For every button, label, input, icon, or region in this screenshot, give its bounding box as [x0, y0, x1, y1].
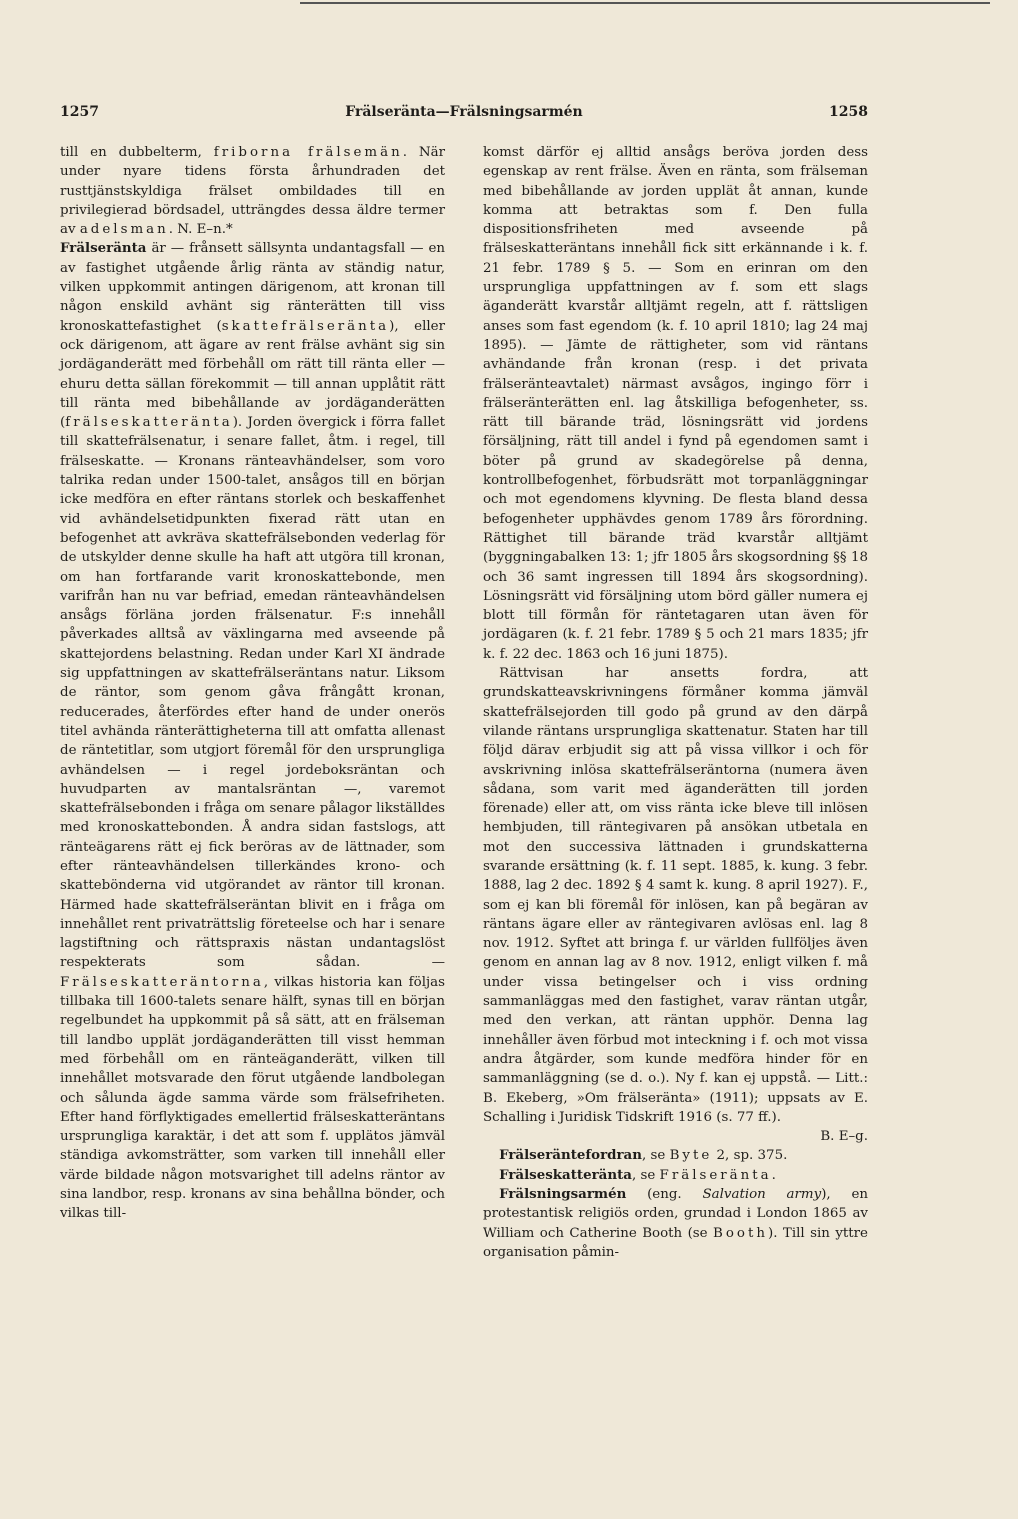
- spaced-term: adelsman: [79, 222, 169, 238]
- entry-fralseranta: Frälseränta är — frånsett sällsynta undantagsfall — en av fastighet utgående årlig ränta av ständig natur, vilken uppkommit antingen därigenom, att kronan till någon enskild avhänt sig ränterätten till viss kronoskattefastighet (skattefrälseränta), eller ock därigenom, att ägare av rent frälse avhänt sig sin jordäganderätt med förbehåll om rätt till ränta eller — ehuru detta sällan förekommit — till annan upplåtit rätt till ränta med bibehållande av jordäganderätten (frälseskatteränta). Jorden övergick i förra fallet till skattefrälsenatur, i senare fallet, åtm. i regel, till frälseskatte. — Kronans ränteavhändelser, som voro talrika redan under 1500-talet, ansågos till en början icke medföra en efter räntans storlek och beskaffenhet vid avhändelsetidpunkten fixerad rätt utan en befogenhet att avkräva skattefrälsebonden vederlag för de utskylder denne skulle ha haft att utgöra till kronan, om han fortfarande varit kronoskattebonde, men varifrån han nu var befriad, emedan ränteavhändelsen ansågs förläna jorden frälsenatur. F:s innehåll påverkades alltså av växlingarna med avseende på skattejordens belastning. Redan under Karl XI ändrade sig uppfattningen av skattefrälseräntans natur. Liksom de räntor, som genom gåva frångått kronan, reducerades, återfördes efter hand de under onerös titel avhända ränterättigheterna till att omfatta allenast de räntetitlar, som utgjort föremål för den ursprungliga avhändelsen — i regel jordeboksräntan och huvudparten av mantalsräntan —, varemot skattefrälsebonden i fråga om senare pålagor likställdes med kronoskattebonden. Å andra sidan fastslogs, att ränteägarens rätt ej fick beröras av de lättnader, som efter ränteavhändelsen tillerkändes krono- och skattebönderna vid utgörandet av räntor till kronan. Härmed hade skattefrälseräntan blivit en i fråga om innehållet rent privaträttslig företeelse och har i senare lagstiftning och rättspraxis nästan undantagslöst respekterats som sådan. — Frälseskatteräntorna, vilkas historia kan följas tillbaka till 1600-talets senare hälft, synas till en början regelbundet ha uppkommit på så sätt, att en frälseman till landbo upplät jordäganderätten till visst hemman med förbehåll om en ränteäganderätt, vilken till innehållet motsvarade den förut utgående landbolegan och sålunda ägde samma värde som frälsefriheten. Efter hand förflyktigades emellertid frälseskatteräntans ursprungliga karaktär, i det att som f. upplätos jämväl ständiga avkomsträtter, som varken till innehåll eller värde bildade någon motsvarighet till adelns räntor av sina landbor, resp. kronans av sina behållna bönder, och vilkas till-: [60, 240, 445, 1222]
- right-column: [483, 143, 868, 1262]
- page-number-left: 1257: [60, 104, 99, 120]
- top-rule: [300, 2, 990, 4]
- paragraph: komst därför ej alltid ansågs beröva jorden dess egenskap av rent frälse. Även en ränta, som frälseman med bibehållande av jorden upplät åt annan, kunde komma att betraktas som f. Den fulla dispositionsfriheten med avseende på frälseskatteräntans innehåll fick sitt erkännande i k. f. 21 febr. 1789 § 5. — Som en erinran om den ursprungliga uppfattningen av f. som ett slags äganderätt kvarstår alltjämt regeln, att f. rättsligen anses som fast egendom (k. f. 10 april 1810; lag 24 maj 1895). — Jämte de rättigheter, som vid räntans avhändande från kronan (resp. i det privata frälseränteavtalet) närmast avsågos, ingingo förr i frälseränterätten enl. lag åtskilliga befogenheter, ss. rätt till bärande träd, lösningsrätt vid jordens försäljning, rätt till andel i fynd på egendomen samt i böter på grund av skadegörelse på denna, kontrollbefogenhet, förbudsrätt mot torpanläggningar och mot egendomens klyvning. De flesta bland dessa befogenheter upphävdes genom 1789 års förordning. Rättighet till bärande träd kvarstår alltjämt (byggningabalken 13: 1; jfr 1805 års skogsordning §§ 18 och 36 samt ingressen till 1894 års skogsordning). Lösningsrätt vid försäljning utom börd gäller numera ej blott till förmån för räntetagaren utan även för jordägaren (k. f. 21 febr. 1789 § 5 och 21 mars 1835; jfr k. f. 22 dec. 1863 och 16 juni 1875).: [483, 145, 868, 662]
- entry-fralseskatteranta: Frälseskatteränta, se Frälseränta.: [499, 1166, 776, 1183]
- cross-reference: Byte: [669, 1148, 713, 1164]
- left-column: [60, 143, 445, 1224]
- running-title: Frälseränta—Frälsningsarmén: [345, 104, 583, 120]
- headword: Frälseräntefordran: [499, 1147, 642, 1164]
- running-header: [60, 104, 868, 128]
- english-term: Salvation army: [702, 1187, 822, 1203]
- entry-fralsningsarmen: Frälsningsarmén (eng. Salvation army), en protestantisk religiös orden, grundad i London 1865 av William och Catherine Booth (se Booth). Till sin yttre organisation påmin-: [483, 1186, 868, 1260]
- page-number-right: 1258: [829, 104, 868, 120]
- spaced-term: skattefrälseränta: [221, 318, 390, 334]
- headword: Frälseskatteränta: [499, 1166, 632, 1183]
- spaced-term: Frälseskatteräntorna: [60, 974, 264, 990]
- paragraph: till en dubbelterm, friborna frälsemän. När under nyare tidens första århundraden det rusttjänstskyldiga frälset ombildades till en privilegierad bördsadel, utträngdes dessa äldre termer av adelsman. N. E–n.*: [60, 145, 445, 238]
- spaced-term: frälseskatteränta: [65, 415, 233, 431]
- entry-fralseranteforan: Frälseräntefordran, se Byte 2, sp. 375.: [499, 1147, 788, 1164]
- spaced-term: friborna frälsemän: [213, 145, 403, 160]
- headword: Frälsningsarmén: [499, 1186, 627, 1203]
- cross-reference: Booth: [713, 1225, 769, 1241]
- cross-reference: Frälseränta: [659, 1167, 772, 1183]
- headword: Frälseränta: [60, 240, 147, 257]
- author-signature: B. E–g.: [820, 1129, 868, 1145]
- paragraph: Rättvisan har ansetts fordra, att grundskatteavskrivningens förmåner komma jämväl skattefrälsejorden till godo på grund av den därpå vilande räntans ursprungliga skattenatur. Staten har till följd därav erbjudit sig att på vissa villkor i och för avskrivning inlösa skattefrälseräntorna (numera även sådana, som varit med äganderätten till jorden förenade) eller att, om viss ränta icke bleve till inlösen hembjuden, till räntegivaren på ansökan utbetala en mot den successiva lättnaden i grundskatterna svarande ersättning (k. f. 11 sept. 1885, k. kung. 3 febr. 1888, lag 2 dec. 1892 § 4 samt k. kung. 8 april 1927). F., som ej kan bli föremål för inlösen, kan på begäran av räntans ägare eller av räntegivaren avlösas enl. lag 8 nov. 1912. Syftet att bringa f. ur världen fullföljes även genom en annan lag av 8 nov. 1912, enligt vilken f. må under vissa betingelser och i viss ordning sammanläggas med den fastighet, varav räntan utgår, med den verkan, att räntan upphör. Denna lag innehåller även förbud mot inteckning i f. och mot vissa andra åtgärder, som kunde medföra hinder för en sammanläggning (se d. o.). Ny f. kan ej uppstå. — Litt.: B. Ekeberg, »Om frälseränta» (1911); uppsats av E. Schalling i Juridisk Tidskrift 1916 (s. 77 ff.). B. E–g.: [483, 664, 868, 1146]
